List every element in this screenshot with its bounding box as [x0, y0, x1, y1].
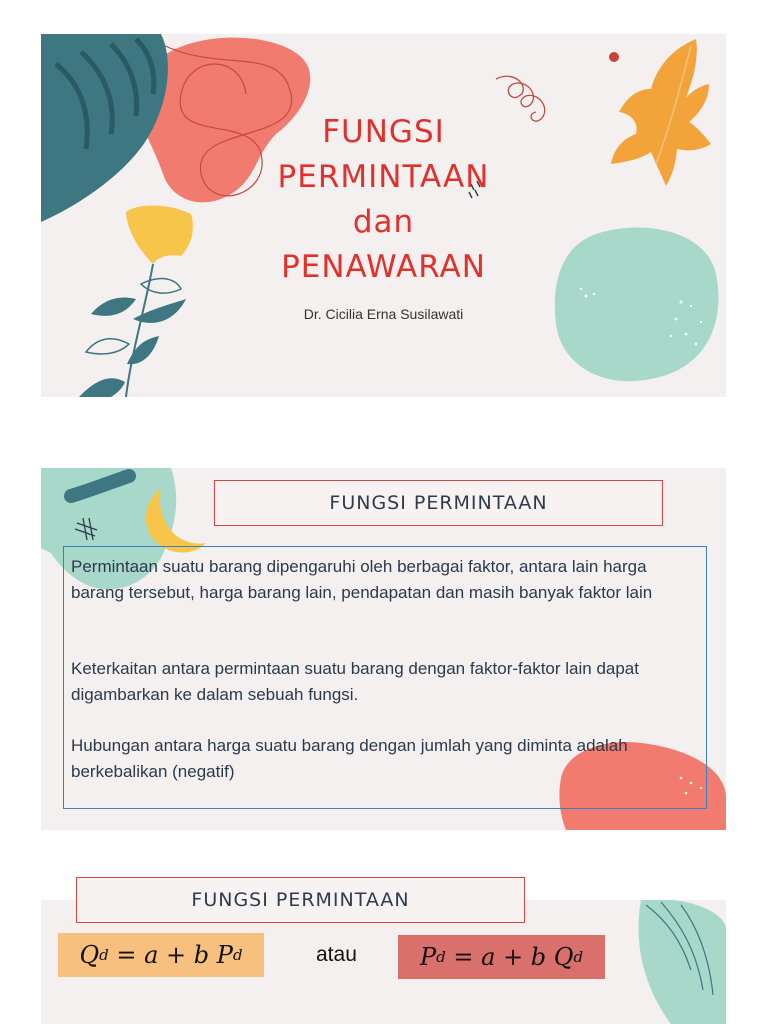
formula-2-lhs: P [419, 943, 437, 971]
paragraph-1: Permintaan suatu barang dipengaruhi oleh berbagai faktor, antara lain harga barang tersebut, harga barang lain, pendapatan dan masih banyak faktor lain [71, 557, 653, 602]
paragraph-3: Hubungan antara harga suatu barang dengan jumlah yang diminta adalah berkebalikan (negatif) [71, 736, 628, 781]
title-line-4: PENAWARAN [281, 249, 486, 285]
formula-2-mid: = a + b [445, 943, 554, 971]
title-line-2: PERMINTAAN [277, 159, 490, 195]
author-name: Dr. Cicilia Erna Susilawati [303, 306, 464, 322]
formula-1-lhs: Q [79, 941, 100, 969]
formula-2 [398, 935, 605, 979]
formula-2-rhs: Q [553, 943, 574, 971]
title-line-1: FUNGSI [322, 114, 445, 150]
connector-text: atau [316, 943, 357, 966]
title-slide [41, 34, 726, 397]
mint-leaf [639, 900, 726, 1024]
formula-1 [58, 933, 264, 977]
section-header: FUNGSI PERMINTAAN [214, 480, 663, 526]
formula-1-mid: = a + b [108, 941, 217, 969]
formula-1-lhs-sub: d [99, 946, 109, 964]
formula-2-lhs-sub: d [436, 948, 446, 966]
formula-1-rhs: P [216, 941, 233, 969]
paragraph-2: Keterkaitan antara permintaan suatu barang dengan faktor-faktor lain dapat digambarkan ke dalam sebuah fungsi. [71, 659, 639, 704]
formula-1-rhs-sub: d [232, 946, 243, 964]
formula-2-rhs-sub: d [573, 948, 584, 966]
title-line-3: dan [352, 204, 415, 240]
section-header-2: FUNGSI PERMINTAAN [76, 877, 525, 923]
